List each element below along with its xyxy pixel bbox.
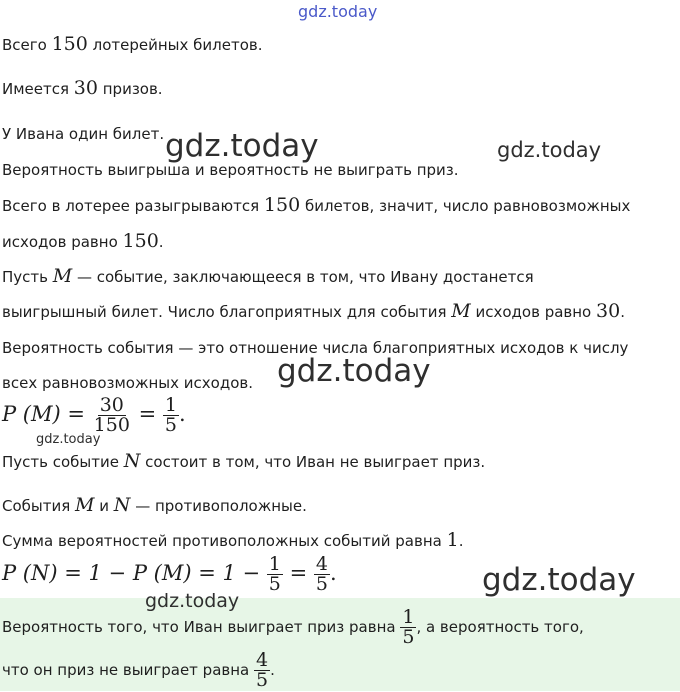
watermark-large-3: gdz.today — [482, 562, 636, 598]
watermark-large-1: gdz.today — [165, 128, 319, 164]
number: 150 — [51, 33, 88, 55]
fraction-30-150: $\frac{30}{150}$ — [93, 394, 130, 436]
answer-line-1: Вероятность того, что Иван выиграет приз равна $\frac{1}{5}$ , а вероятность того, — [2, 606, 584, 648]
text-line-7: Пусть M — событие, заключающееся в том, что Ивану достанется — [2, 265, 534, 287]
number: 30 — [73, 77, 98, 99]
text-line-11: Пусть событие N состоит в том, что Иван не выиграет приз. — [2, 450, 486, 472]
text-line-4: Вероятность выигрыша и вероятность не выиграть приз. — [2, 161, 459, 179]
text-line-6: исходов равно 150. — [2, 230, 164, 252]
text-line-13: Сумма вероятностей противоположных событий равна 1. — [2, 529, 464, 551]
answer-fraction-1-5: $\frac{1}{5}$ — [402, 606, 415, 648]
fraction-1-5: $\frac{1}{5}$ — [268, 553, 281, 595]
text-line-12: События M и N — противоположные. — [2, 494, 307, 516]
text-line-2: Имеется 30 призов. — [2, 77, 163, 99]
fraction-1-5: $\frac{1}{5}$ — [164, 394, 177, 436]
answer-line-2: что он приз не выиграет равна $\frac{4}{5}$ . — [2, 649, 275, 691]
text-line-9: Вероятность события — это отношение числа благоприятных исходов к числу — [2, 339, 629, 357]
watermark-small-1: gdz.today — [497, 138, 602, 162]
answer-fraction-4-5: $\frac{4}{5}$ — [256, 649, 269, 691]
text-line-8: выигрышный билет. Число благоприятных для события M исходов равно 30. — [2, 300, 625, 322]
fraction-4-5: $\frac{4}{5}$ — [315, 553, 328, 595]
text-line-3: У Ивана один билет. — [2, 125, 165, 143]
watermark-top: gdz.today — [298, 2, 378, 21]
text-line-1: Всего 150 лотерейных билетов. — [2, 33, 263, 55]
watermark-small-2: gdz.today — [145, 590, 240, 612]
watermark-tiny-1: gdz.today — [36, 432, 101, 447]
formula-probability-m: P (M) = $\frac{30}{150}$ = $\frac{1}{5}$ . — [2, 394, 186, 436]
text-line-5: Всего в лотерее разыгрываются 150 билетов, значит, число равновозможных — [2, 194, 631, 216]
watermark-large-2: gdz.today — [277, 353, 431, 389]
formula-probability-n: P (N) = 1 − P (M) = 1 − $\frac{1}{5}$ = $\frac{4}{5}$ . — [2, 553, 337, 595]
text-line-10: всех равновозможных исходов. — [2, 374, 254, 392]
